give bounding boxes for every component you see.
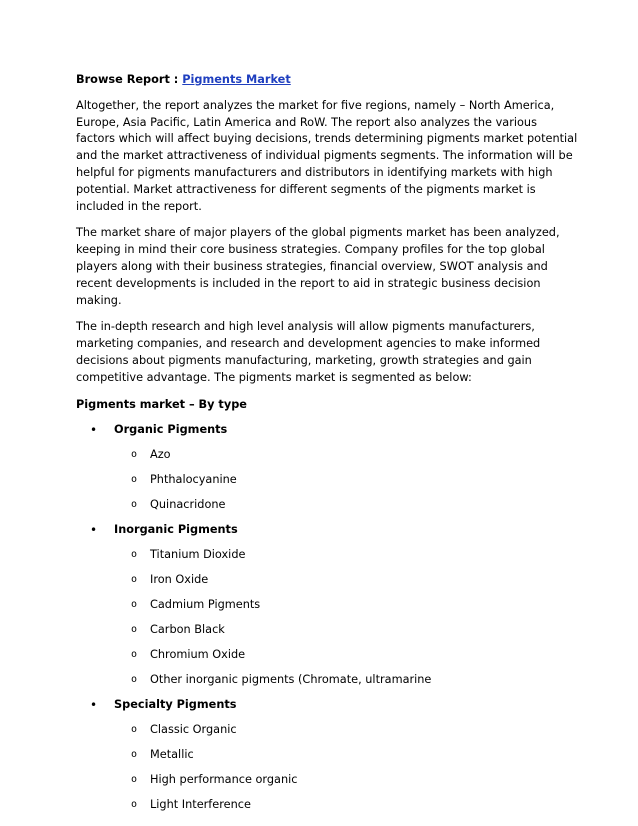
circle-bullet-icon: o	[131, 798, 138, 810]
segment-heading: Pigments market – By type	[76, 397, 247, 411]
bullet-icon: •	[90, 697, 98, 712]
paragraph-market-share: The market share of major players of the global pigments market has been analyzed, keeping in mind their core business strategies. Company profiles for the top global players along with their business strategies, financial overview, SWOT analysis and recent developments is included in the report to aid in strategic business decision making.	[76, 226, 560, 307]
circle-bullet-icon: o	[131, 499, 138, 511]
list-item: o Classic Organic	[114, 722, 578, 747]
circle-bullet-icon: o	[131, 648, 138, 660]
circle-bullet-icon: o	[131, 449, 138, 461]
circle-bullet-icon: o	[131, 598, 138, 610]
circle-bullet-icon: o	[131, 673, 138, 685]
category-list	[76, 422, 578, 821]
list-item: o Phthalocyanine	[114, 472, 578, 497]
category-organic	[76, 422, 578, 522]
category-specialty	[76, 697, 578, 822]
subitem-list	[114, 547, 578, 697]
list-item: o Azo	[114, 447, 578, 472]
bullet-icon: •	[90, 423, 98, 438]
browse-report-prefix: Browse Report :	[76, 73, 183, 86]
circle-bullet-icon: o	[131, 723, 138, 735]
circle-bullet-icon: o	[131, 548, 138, 560]
pigments-market-link[interactable]: Pigments Market	[182, 73, 291, 86]
paragraph-regions: Altogether, the report analyzes the market for five regions, namely – North America, Europe, Asia Pacific, Latin America and RoW. The report also analyzes the various factors which will affect buying decisions, trends determining pigments market potential and the market attractiveness of individual pigments segments. The information will be helpful for pigments manufacturers and distributors in identifying markets with high potential. Market attractiveness for different segments of the pigments market is included in the report.	[76, 98, 578, 213]
category-label: Specialty Pigments	[114, 697, 237, 711]
category-inorganic	[76, 522, 578, 697]
list-item: o Chromium Oxide	[114, 647, 578, 672]
circle-bullet-icon: o	[131, 623, 138, 635]
category-label: Organic Pigments	[114, 423, 228, 437]
list-item: o Light Interference	[114, 797, 578, 822]
paragraph-research: The in-depth research and high level analysis will allow pigments manufacturers, marketing companies, and research and development agencies to make informed decisions about pigments manufacturing, marketing, growth strategies and gain competitive advantage. The pigments market is segmented as below:	[76, 320, 541, 384]
circle-bullet-icon: o	[131, 748, 138, 760]
subitem-list	[114, 722, 578, 822]
category-label: Inorganic Pigments	[114, 523, 238, 537]
subitem-list	[114, 447, 578, 522]
list-item: o Titanium Dioxide	[114, 547, 578, 572]
circle-bullet-icon: o	[131, 573, 138, 585]
circle-bullet-icon: o	[131, 773, 138, 785]
list-item: o Iron Oxide	[114, 572, 578, 597]
bullet-icon: •	[90, 523, 98, 538]
list-item: o Other inorganic pigments (Chromate, ultramarine	[114, 672, 578, 697]
browse-report-line	[76, 72, 578, 89]
list-item: o Carbon Black	[114, 622, 578, 647]
list-item: o High performance organic	[114, 772, 578, 797]
list-item: o Quinacridone	[114, 497, 578, 522]
circle-bullet-icon: o	[131, 474, 138, 486]
list-item: o Metallic	[114, 747, 578, 772]
list-item: o Cadmium Pigments	[114, 597, 578, 622]
